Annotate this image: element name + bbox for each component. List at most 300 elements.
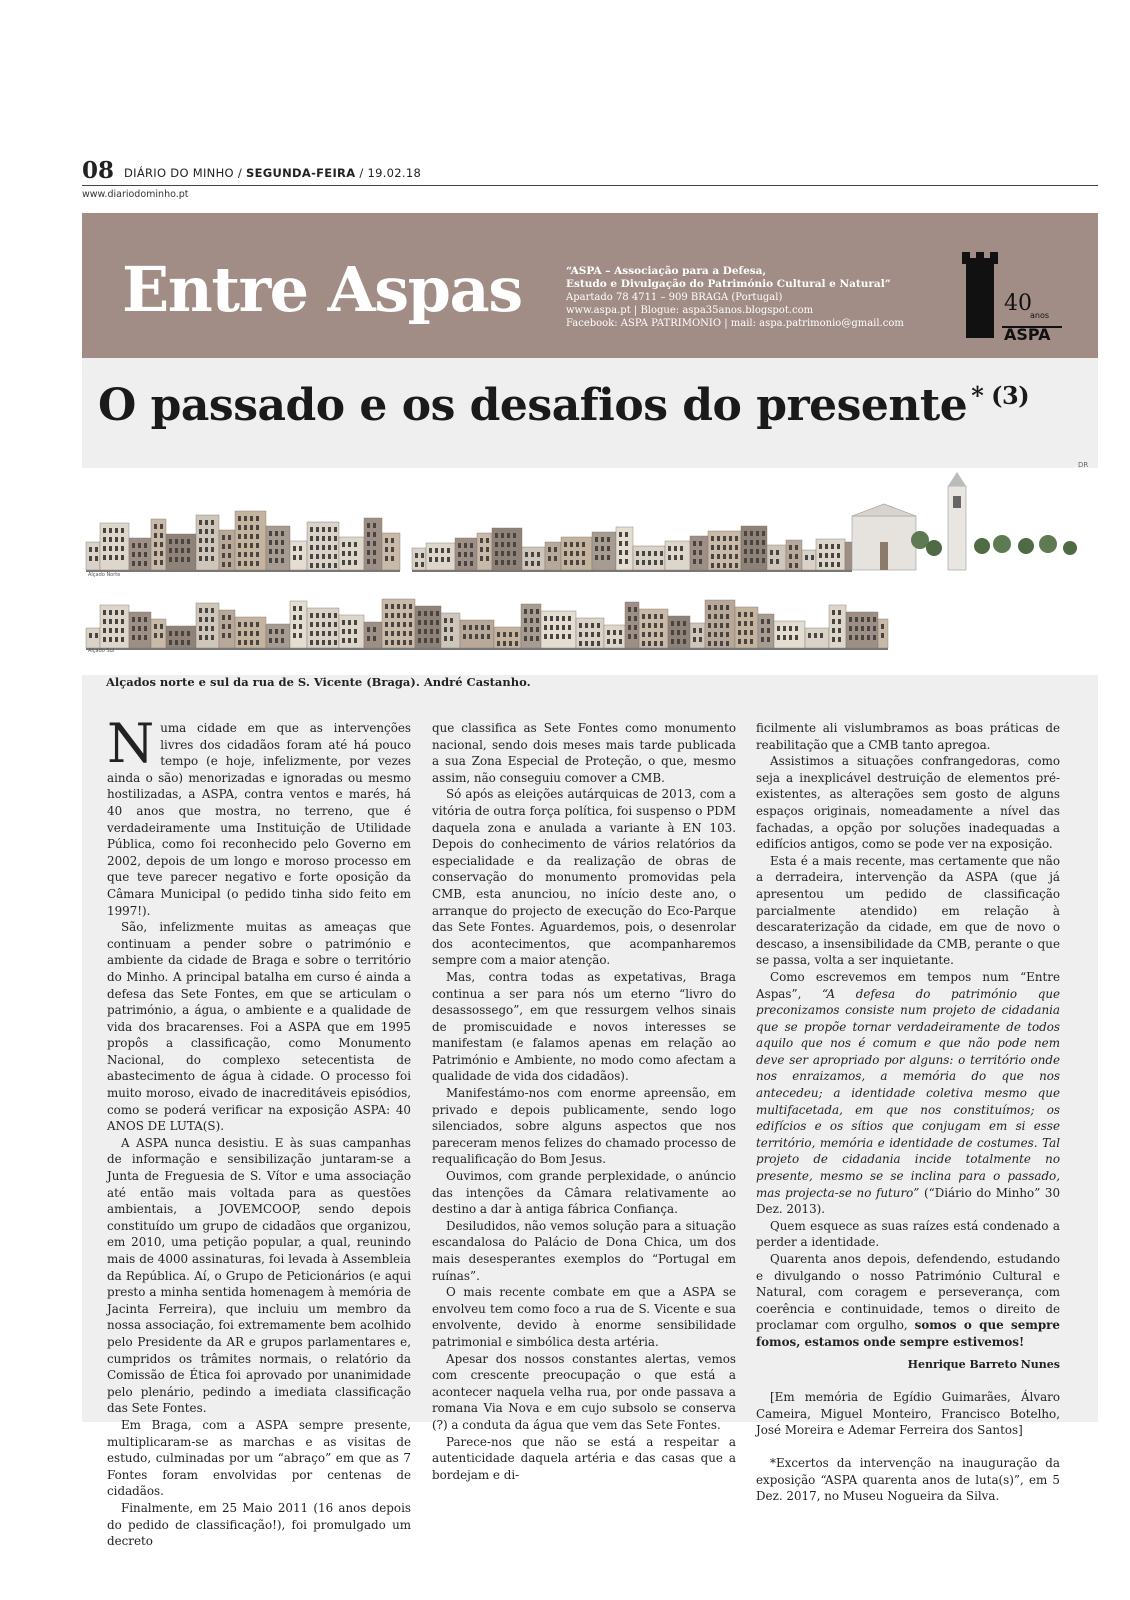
window <box>222 544 225 549</box>
quote: “A defesa do património que preconizamos consiste num projeto de cidadania que se propõe tornar verdadeiramente de todos aquilo que nos é comum e que não pode nem deve ser apropriado por alguns: o território onde nos enraizamos, a memória do que nos antecedeu; a identidade coletiva mesmo que multifacetada, em que nos constituímos; os edifícios e os sítios que conjugam em si esse território, memória e identidade de costumes. Tal projeto de cidadania incide totalmente no presente, mesmo se se inclina para o passado, mas projecta-se no futuro” <box>756 986 1061 1200</box>
building-facade <box>616 527 633 570</box>
window <box>211 556 214 561</box>
window <box>275 629 278 634</box>
window <box>256 561 259 566</box>
window <box>316 527 319 532</box>
aspa-40-anos-logo <box>958 228 1064 344</box>
window <box>424 629 427 634</box>
window <box>435 557 438 562</box>
window <box>501 560 504 565</box>
window <box>744 621 747 626</box>
window <box>310 640 313 645</box>
window <box>154 624 157 629</box>
window <box>735 545 738 550</box>
window <box>367 627 370 632</box>
window <box>579 623 582 628</box>
window <box>735 536 738 541</box>
window <box>367 523 370 528</box>
window <box>636 551 639 556</box>
window <box>744 630 747 635</box>
window <box>699 637 702 642</box>
photo-caption: Alçados norte e sul da rua de S. Vicente (Braga). André Castanho. <box>106 675 531 689</box>
window <box>783 635 786 640</box>
article-headline <box>98 380 1029 431</box>
window <box>867 626 870 631</box>
window <box>441 548 444 553</box>
window <box>795 626 798 631</box>
window <box>503 632 506 637</box>
window <box>607 630 610 635</box>
window <box>244 622 247 627</box>
north-label: Alçado Norte <box>88 572 121 578</box>
window <box>595 555 598 560</box>
window <box>464 552 467 557</box>
window <box>789 635 792 640</box>
window <box>316 631 319 636</box>
window <box>849 626 852 631</box>
window <box>595 546 598 551</box>
building-facade <box>151 519 166 570</box>
window <box>625 532 628 537</box>
window <box>385 631 388 636</box>
window <box>256 622 259 627</box>
window <box>256 543 259 548</box>
window <box>354 551 357 556</box>
window <box>199 520 202 525</box>
window <box>832 610 835 615</box>
window <box>316 563 319 568</box>
window <box>756 558 759 563</box>
window <box>238 516 241 521</box>
window <box>642 641 645 646</box>
window <box>238 525 241 530</box>
window <box>881 624 884 629</box>
window <box>507 542 510 547</box>
window <box>228 615 231 620</box>
window <box>717 554 720 559</box>
window <box>767 637 770 642</box>
window <box>507 551 510 556</box>
window <box>795 554 798 559</box>
window <box>495 542 498 547</box>
window <box>328 631 331 636</box>
window <box>373 559 376 564</box>
window <box>570 542 573 547</box>
window <box>430 620 433 625</box>
window <box>556 634 559 639</box>
window <box>154 560 157 565</box>
building-facade <box>786 540 802 570</box>
window <box>495 551 498 556</box>
street-elevations-image <box>82 470 1098 675</box>
building-facade <box>477 533 492 570</box>
window <box>144 626 147 631</box>
window <box>244 525 247 530</box>
window <box>564 551 567 556</box>
window <box>205 556 208 561</box>
window <box>619 630 622 635</box>
window <box>720 641 723 646</box>
window <box>367 541 370 546</box>
window <box>668 555 671 560</box>
paragraph: Como escrevemos em tempos num “Entre Aspas”, “A defesa do património que preconizamos consiste num projeto de cidadania que se propõe tornar verdadeiramente de todos aquilo que nos é comum e que não pode nem deve ser apropriado por alguns: o território onde nos enraizamos, a memória do que nos antecedeu; a identidade coletiva mesmo que multifacetada, em que nos constituímos; os edifícios e os sítios que conjugam em si esse território, memória e identidade de costumes. Tal projeto de cidadania incide totalmente no presente, mesmo se se inclina para o passado, mas projecta-se no futuro” (“Diário do Minho” 30 Dez. 2013). <box>756 969 1061 1217</box>
window <box>256 640 259 645</box>
window <box>530 618 533 623</box>
window <box>648 560 651 565</box>
paragraph: Finalmente, em 25 Maio 2011 (16 anos depois do pedido de classificação!), foi promulgado um decreto <box>107 1500 411 1549</box>
window <box>409 631 412 636</box>
window <box>524 618 527 623</box>
window <box>750 612 753 617</box>
window <box>367 532 370 537</box>
window <box>591 632 594 637</box>
building-facade <box>290 601 307 648</box>
window <box>89 633 92 638</box>
window <box>619 559 622 564</box>
window <box>582 542 585 547</box>
window <box>348 560 351 565</box>
window <box>654 623 657 628</box>
window <box>744 558 747 563</box>
window <box>103 537 106 542</box>
window <box>677 639 680 644</box>
window <box>789 554 792 559</box>
logo-aspa: ASPA <box>1004 325 1051 344</box>
window <box>132 617 135 622</box>
window <box>654 614 657 619</box>
window <box>486 538 489 543</box>
window <box>160 633 163 638</box>
window <box>269 531 272 536</box>
window <box>601 537 604 542</box>
street-line <box>802 570 852 572</box>
window <box>554 556 557 561</box>
window <box>409 640 412 645</box>
window <box>708 605 711 610</box>
window <box>708 641 711 646</box>
window <box>619 532 622 537</box>
window <box>738 612 741 617</box>
window <box>199 556 202 561</box>
window <box>525 561 528 566</box>
window <box>634 625 637 630</box>
paragraph: Em Braga, com a ASPA sempre presente, multiplicaram-se as marchas e as visitas de estudo, culminadas por um “abraço” em que as 7 Fontes foram envolvidas por centenas de cidadãos. <box>107 1417 411 1499</box>
window <box>385 640 388 645</box>
window <box>403 640 406 645</box>
window <box>714 641 717 646</box>
masthead-date: 19.02.18 <box>367 166 422 180</box>
window <box>256 552 259 557</box>
window <box>562 625 565 630</box>
building-facade <box>829 605 846 648</box>
window <box>776 559 779 564</box>
window <box>299 606 302 611</box>
window <box>281 531 284 536</box>
window <box>187 548 190 553</box>
window <box>322 527 325 532</box>
window <box>849 617 852 622</box>
window <box>524 627 527 632</box>
window <box>109 637 112 642</box>
window <box>636 560 639 565</box>
window <box>109 528 112 533</box>
window <box>458 561 461 566</box>
window <box>175 548 178 553</box>
window <box>693 550 696 555</box>
window <box>855 617 858 622</box>
window <box>310 631 313 636</box>
window <box>409 604 412 609</box>
building-facade <box>604 625 625 648</box>
window <box>837 544 840 549</box>
window <box>169 557 172 562</box>
window <box>789 626 792 631</box>
window <box>121 619 124 624</box>
window <box>838 628 841 633</box>
window <box>391 538 394 543</box>
building-facade <box>151 619 166 648</box>
window <box>199 626 202 631</box>
window <box>767 628 770 633</box>
window <box>469 634 472 639</box>
window <box>435 548 438 553</box>
window <box>244 534 247 539</box>
window <box>597 641 600 646</box>
window <box>293 624 296 629</box>
window <box>463 634 466 639</box>
window <box>310 545 313 550</box>
window <box>138 561 141 566</box>
window <box>544 625 547 630</box>
window <box>95 556 98 561</box>
window <box>238 622 241 627</box>
window <box>497 632 500 637</box>
window <box>269 558 272 563</box>
window <box>530 627 533 632</box>
window <box>582 560 585 565</box>
paragraph: Numa cidade em que as intervenções livres dos cidadãos foram até há pouco tempo (e hoje, infelizmente, por vezes ainda o são) menorizadas e ignoradas ou mesmo hostilizadas, a ASPA, contra ventos e marés, há 40 anos que mostra, no terreno, que é verdadeiramente uma Instituição de Utilidade Pública, como foi reconhecido pelo Governo em 2002, depois de um longo e moroso processo em que teve parecer negativo e forte oposição da Câmara Municipal (o pedido tinha sido feito em 1997!). <box>107 712 411 918</box>
window <box>121 528 124 533</box>
window <box>509 641 512 646</box>
window <box>811 555 814 560</box>
window <box>570 560 573 565</box>
window <box>495 533 498 538</box>
window <box>750 621 753 626</box>
window <box>625 541 628 546</box>
window <box>861 626 864 631</box>
masthead-day: SEGUNDA-FEIRA <box>245 166 356 180</box>
window <box>138 543 141 548</box>
window <box>138 626 141 631</box>
window <box>714 623 717 628</box>
window <box>723 563 726 568</box>
window <box>299 546 302 551</box>
window <box>310 622 313 627</box>
window <box>334 631 337 636</box>
window <box>568 634 571 639</box>
org-name-line2: Estudo e Divulgação do Património Cultural e Natural” <box>566 278 891 290</box>
window <box>269 629 272 634</box>
window <box>275 549 278 554</box>
window <box>138 635 141 640</box>
window <box>281 540 284 545</box>
window <box>115 528 118 533</box>
window <box>873 635 876 640</box>
window <box>761 619 764 624</box>
window <box>720 605 723 610</box>
window <box>486 547 489 552</box>
window <box>354 638 357 643</box>
window <box>316 536 319 541</box>
paragraph: Desiludidos, não vemos solução para a situação escandalosa do Palácio de Dona Chica, um dos mais desesperantes exemplos do “Portugal em ruínas”. <box>432 1218 736 1283</box>
window <box>310 536 313 541</box>
window <box>591 641 594 646</box>
paragraph: ficilmente ali vislumbramos as boas práticas de reabilitação que a CMB tanto apregoa. <box>756 721 1060 752</box>
window <box>418 638 421 643</box>
window <box>391 613 394 618</box>
window <box>109 537 112 542</box>
window <box>564 542 567 547</box>
window <box>354 629 357 634</box>
window <box>293 615 296 620</box>
window <box>619 541 622 546</box>
window <box>354 560 357 565</box>
window <box>536 609 539 614</box>
window <box>708 614 711 619</box>
building-facade <box>364 622 382 648</box>
window <box>744 531 747 536</box>
window <box>699 541 702 546</box>
window <box>342 638 345 643</box>
window <box>619 550 622 555</box>
window <box>132 635 135 640</box>
window <box>373 636 376 641</box>
window <box>424 620 427 625</box>
window <box>397 622 400 627</box>
street-line <box>412 570 802 572</box>
window <box>582 551 585 556</box>
window <box>373 541 376 546</box>
window <box>576 542 579 547</box>
window <box>334 640 337 645</box>
org-address: Apartado 78 4711 – 909 BRAGA (Portugal) <box>566 292 783 303</box>
window <box>115 610 118 615</box>
org-contacts: Facebook: ASPA PATRIMONIO | mail: aspa.patrimonio@gmail.com <box>566 318 904 329</box>
window <box>430 611 433 616</box>
window <box>867 617 870 622</box>
masthead-url: www.diariodominho.pt <box>82 189 189 200</box>
window <box>470 561 473 566</box>
window <box>269 549 272 554</box>
window <box>777 626 780 631</box>
window <box>348 638 351 643</box>
window <box>160 533 163 538</box>
window <box>795 563 798 568</box>
window <box>634 616 637 621</box>
headline-band <box>82 358 1098 468</box>
window <box>391 556 394 561</box>
paragraph: A ASPA nunca desistiu. E às suas campanhas de informação e sensibilização juntaram-se a Junta de Freguesia de S. Vítor e uma associação até então mais voltada para as questões ambientais, a JOVEMCOOP, sendo depois constituído um grupo de cidadãos que organizou, em 2010, uma petição popular, a qual, reunindo mais de 4000 assinaturas, foi levada à Assembleia da República. Aí, o Grupo de Peticionários (e aqui presto a minha sentida homenagem à memória de Jacinta Ferreira), que incluiu um membro da nossa associação, foi extremamente bem acolhido pelo Presidente da AR e grupos parlamentares e, cumpridos os trâmites normais, o relatório da Comissão de Ética foi aprovado por unanimidade pelo plenário, pedindo a imediata classificação das Sete Fontes. <box>107 1135 411 1416</box>
window <box>756 540 759 545</box>
window <box>367 559 370 564</box>
window <box>568 616 571 621</box>
window <box>115 555 118 560</box>
window <box>554 547 557 552</box>
window <box>228 544 231 549</box>
window <box>103 637 106 642</box>
window <box>397 631 400 636</box>
paragraph: O mais recente combate em que a ASPA se envolveu tem como foco a rua de S. Vicente e sua envolvente, devido à enorme sensibilidade patrimonial e simbólica desta artéria. <box>432 1285 736 1349</box>
window <box>607 555 610 560</box>
window <box>269 540 272 545</box>
window <box>144 617 147 622</box>
window <box>175 557 178 562</box>
headline-text: O passado e os desafios do presente <box>98 380 968 431</box>
window <box>138 617 141 622</box>
window <box>316 622 319 627</box>
window <box>607 546 610 551</box>
window <box>187 640 190 645</box>
window <box>838 619 841 624</box>
window <box>873 626 876 631</box>
window <box>564 560 567 565</box>
paragraph: Esta é a mais recente, mas certamente que não a derradeira, intervenção da ASPA (que já apresentou um pedido de classificação parcialmente atendido) em relação à descaraterização da cidade, em que de novo o descaso, a insensibilidade da CMB, perante o que se passa, volta a ser inquietante. <box>756 853 1060 968</box>
window <box>628 634 631 639</box>
window <box>711 545 714 550</box>
paragraph: que classifica as Sete Fontes como monumento nacional, sendo dois meses mais tarde publicada a sua Zona Especial de Proteção, o que, mesmo assim, não conseguiu comover a CMB. <box>432 721 736 785</box>
window <box>708 623 711 628</box>
building-facade <box>266 624 290 648</box>
window <box>642 551 645 556</box>
window <box>281 558 284 563</box>
window <box>348 620 351 625</box>
org-web: www.aspa.pt | Blogue: aspa35anos.blogspot.com <box>566 305 814 316</box>
window <box>660 632 663 637</box>
window <box>310 563 313 568</box>
window <box>415 553 418 558</box>
window <box>181 557 184 562</box>
window <box>671 639 674 644</box>
window <box>181 631 184 636</box>
window <box>762 549 765 554</box>
window <box>275 540 278 545</box>
window <box>819 562 822 567</box>
window <box>342 629 345 634</box>
window <box>322 622 325 627</box>
window <box>334 613 337 618</box>
window <box>475 634 478 639</box>
window <box>373 550 376 555</box>
window <box>250 525 253 530</box>
window <box>750 531 753 536</box>
window <box>205 538 208 543</box>
paragraph: Mas, contra todas as expetativas, Braga continua a ser para nós um eterno “livro do desassossego”, em que ressurgem velhos sinais de promiscuidade e novos interesses se manifestam (e falamos apenas em relação ao Património e Ambiente, no modo como afectam a qualidade de vida dos cidadãos). <box>432 969 736 1084</box>
window <box>222 615 225 620</box>
window <box>205 635 208 640</box>
window <box>181 539 184 544</box>
window <box>342 620 345 625</box>
window <box>205 520 208 525</box>
paragraph: Quem esquece as suas raízes está condenado a perder a identidade. <box>756 1218 1060 1250</box>
window <box>121 555 124 560</box>
window <box>873 617 876 622</box>
window <box>562 616 565 621</box>
window <box>595 537 598 542</box>
window <box>418 620 421 625</box>
window <box>861 635 864 640</box>
window <box>409 613 412 618</box>
window <box>744 540 747 545</box>
